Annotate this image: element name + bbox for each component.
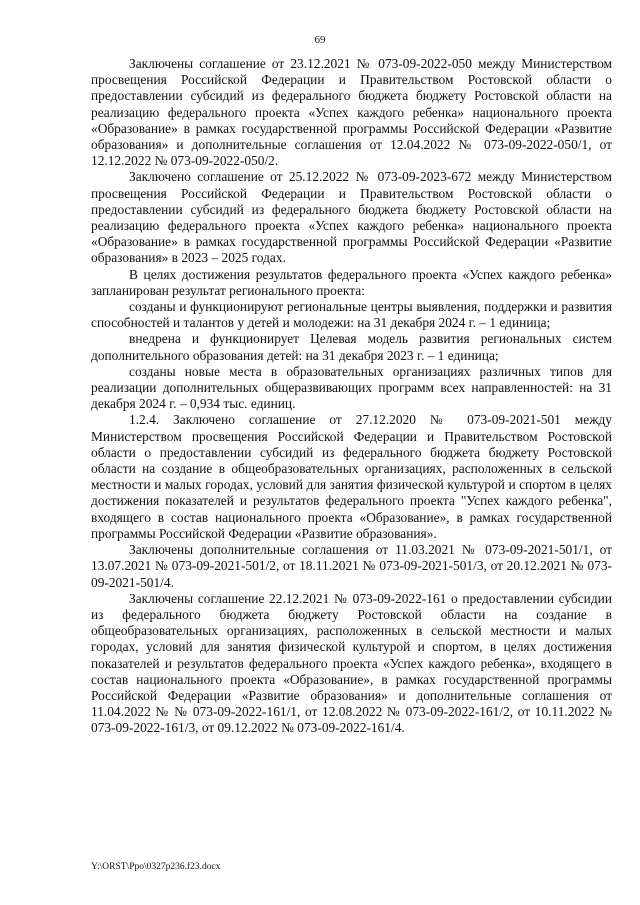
page-number: 69 <box>314 34 326 46</box>
footer-file-path: Y:\ORST\Ppo\0327p236.f23.docx <box>91 862 221 872</box>
document-body <box>91 56 612 737</box>
paragraph-regional-result-intro: В целях достижения результатов федерального проекта «Успех каждого ребенка» запланирован результат регионального проекта: <box>91 266 612 298</box>
paragraph-result-target-model: внедрена и функционирует Целевая модель развития региональных систем дополнительного образования детей: на 31 декабря 2023 г. – 1 единица; <box>91 331 612 363</box>
paragraph-agreement-2022-161: Заключены соглашение 22.12.2021 № 073-09-2022-161 о предоставлении субсидии из федерального бюджета бюджету Ростовской области на создание в общеобразовательных организациях, расположенных в сельской местности и малых городах, условий для занятия физической культурой и спортом, в целях достижения показателей и результатов федерального проекта «Успех каждого ребенка», входящего в состав национального проекта «Образование», в рамках государственной программы Российской Федерации «Развитие образования» и дополнительные соглашения от 11.04.2022 № № 073-09-2022-161/1, от 12.08.2022 № 073-09-2022-161/2, от 10.11.2022 № 073-09-2022-161/3, от 09.12.2022 № 073-09-2022-161/4. <box>91 590 612 736</box>
paragraph-agreement-2021-050: Заключены соглашение от 23.12.2021 № 073-09-2022-050 между Министерством просвещения Российской Федерации и Правительством Ростовской области о предоставлении субсидий из федерального бюджета бюджету Ростовской области на реализацию федерального проекта «Успех каждого ребенка» национального проекта «Образование» в рамках государственной программы Российской Федерации «Развитие образования» и дополнительные соглашения от 12.04.2022 № 073-09-2022-050/1, от 12.12.2022 № 073-09-2022-050/2. <box>91 56 612 169</box>
paragraph-section-1-2-4: 1.2.4. Заключено соглашение от 27.12.2020 № 073-09-2021-501 между Министерством просвещения Российской Федерации и Правительством Ростовской области о предоставлении субсидий из федерального бюджета бюджету Ростовской области на создание в общеобразовательных организациях, расположенных в сельской местности и малых городах, условий для занятия физической культурой и спортом в целях достижения показателей и результатов федерального проекта "Успех каждого ребенка", входящего в состав национального проекта «Образование», в рамках государственной программы Российской Федерации «Развитие образования». <box>91 412 612 541</box>
paragraph-result-new-places: созданы новые места в образовательных организациях различных типов для реализации дополнительных общеразвивающих программ всех направленностей: на 31 декабря 2024 г. – 0,934 тыс. единиц. <box>91 363 612 412</box>
paragraph-agreement-2022-672: Заключено соглашение от 25.12.2022 № 073-09-2023-672 между Министерством просвещения Российской Федерации и Правительством Ростовской области о предоставлении субсидий из федерального бюджета бюджету Ростовской области на реализацию федерального проекта «Успех каждого ребенка» национального проекта «Образование» в рамках государственной программы Российской Федерации «Развитие образования» в 2023 – 2025 годах. <box>91 169 612 266</box>
paragraph-result-talent-centers: созданы и функционируют региональные центры выявления, поддержки и развития способностей и талантов у детей и молодежи: на 31 декабря 2024 г. – 1 единица; <box>91 299 612 331</box>
paragraph-additional-agreements-501: Заключены дополнительные соглашения от 11.03.2021 № 073-09-2021-501/1, от 13.07.2021 № 073-09-2021-501/2, от 18.11.2021 № 073-09-2021-501/3, от 20.12.2021 № 073-09-2021-501/4. <box>91 542 612 590</box>
